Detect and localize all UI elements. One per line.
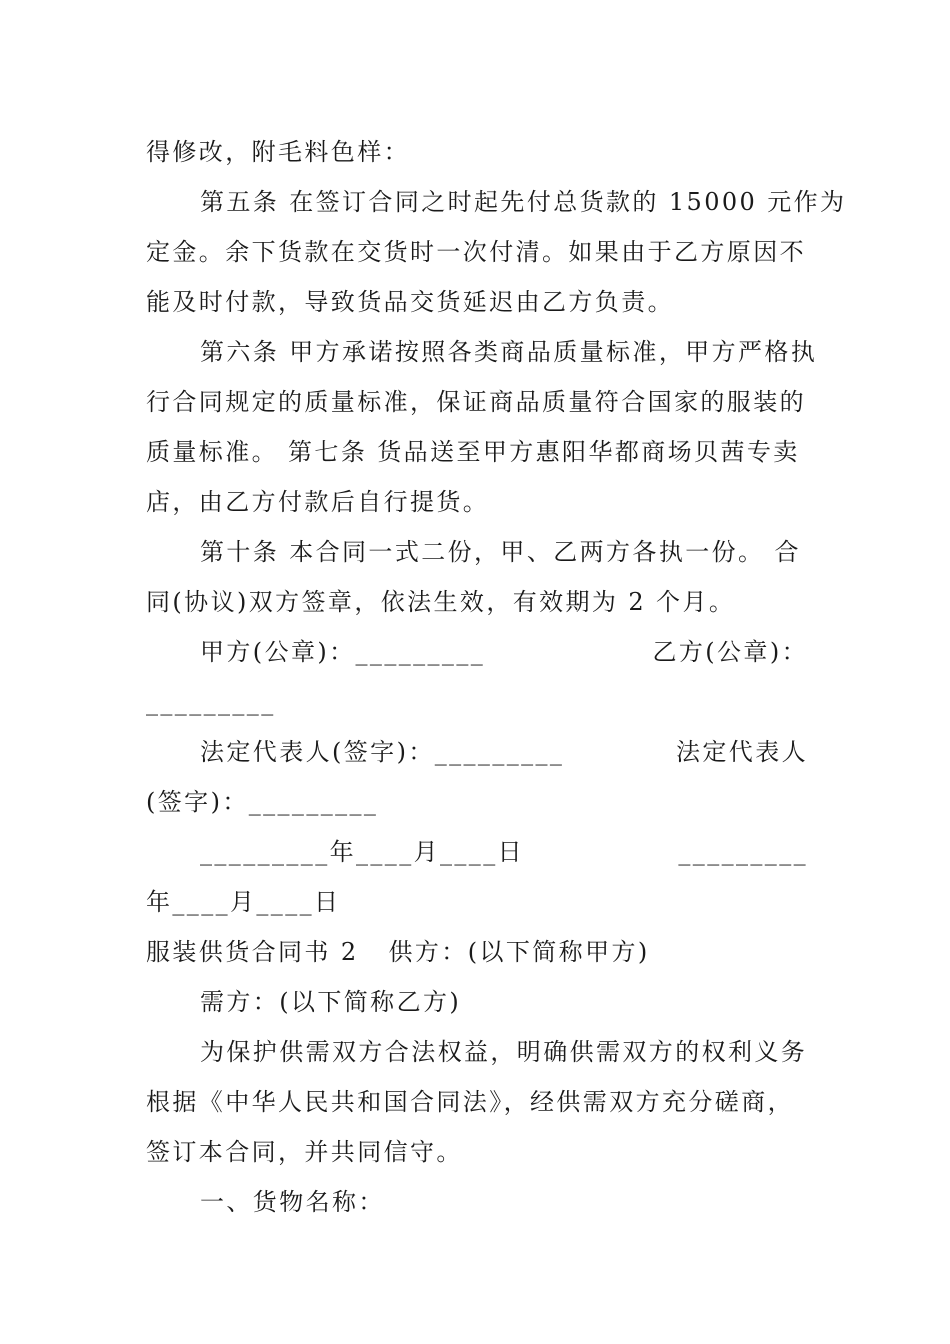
party-b-date-blank: _________ [678, 838, 808, 866]
text-line: 得修改，附毛料色样： [146, 138, 410, 166]
clause-7-line: 质量标准。 第七条 货品送至甲方惠阳华都商场贝茜专卖 [146, 438, 800, 466]
buyer-label: 需方：(以下简称乙方) [200, 988, 462, 1016]
preamble-line: 为保护供需双方合法权益，明确供需双方的权利义务 [200, 1038, 808, 1066]
text-line: 定金。余下货款在交货时一次付清。如果由于乙方原因不 [146, 238, 806, 266]
clause-10-line: 第十条 本合同一式二份，甲、乙两方各执一份。 合 [200, 538, 801, 566]
blank-line: _________ [146, 688, 276, 716]
text-line: 根据《中华人民共和国合同法》，经供需双方充分磋商， [146, 1088, 794, 1116]
party-a-date: _________年____月____日 [200, 838, 524, 866]
signature-line: (签字)：_________ [146, 788, 379, 816]
section-heading: 一、货物名称： [200, 1188, 385, 1216]
party-b-seal-line: 乙方(公章)： [652, 638, 808, 666]
text-line: 签订本合同，并共同信守。 [146, 1138, 463, 1166]
supplier-label: 供方：(以下简称甲方) [388, 938, 650, 966]
text-line: 能及时付款，导致货品交货延迟由乙方负责。 [146, 288, 674, 316]
clause-6-line: 第六条 甲方承诺按照各类商品质量标准，甲方严格执 [200, 338, 818, 366]
clause-5-line: 第五条 在签订合同之时起先付总货款的 15000 元作为 [200, 188, 847, 216]
contract-title: 服装供货合同书 2 [146, 938, 359, 966]
text-line: 行合同规定的质量标准，保证商品质量符合国家的服装的 [146, 388, 806, 416]
text-line: 同(协议)双方签章，依法生效，有效期为 2 个月。 [146, 588, 736, 616]
text-line: 店，由乙方付款后自行提货。 [146, 488, 490, 516]
party-b-representative: 法定代表人 [676, 738, 808, 766]
party-a-seal-line: 甲方(公章)：_________ [200, 638, 486, 666]
contract-title-line [146, 932, 650, 972]
party-a-representative: 法定代表人(签字)：_________ [200, 738, 565, 766]
party-b-date: 年____月____日 [146, 888, 341, 916]
